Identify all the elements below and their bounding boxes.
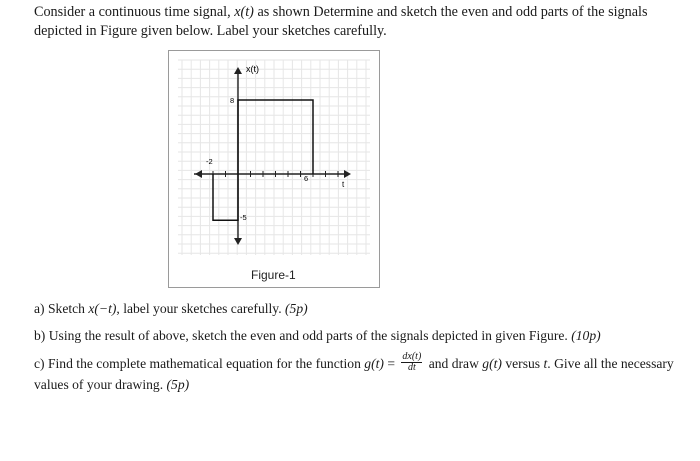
part-c-versus: versus [501,356,544,371]
x-tick-label-neg2: -2 [206,157,213,166]
part-c-t-symbol: t [543,356,548,371]
intro-text-post: as shown Determine and sketch the even and odd parts of the signals depicted in Figure given below. Label your sketches carefully. [34,4,648,39]
y-tick-label-neg5: -5 [240,213,247,222]
part-c-text-pre: c) Find the complete mathematical equation for the function [34,356,365,371]
y-tick-label-8: 8 [230,96,235,105]
part-c-g-symbol-2: g(t) [482,356,502,371]
question-part-b [34,326,674,345]
part-c-text-post: . Give all the necessary values of your drawing. [34,356,674,393]
part-b-text: b) Using the result of above, sketch the even and odd parts of the signals depicted in given Figure. [34,328,572,343]
x-axis-label: t [342,180,345,189]
part-a-marks: (5p) [285,301,308,316]
part-c-text-mid: and draw [425,356,483,371]
derivative-fraction [401,352,422,373]
intro-text-pre: Consider a continuous time signal, [34,4,235,20]
part-c-equals: = [383,356,399,371]
part-c-marks: (5p) [166,377,190,393]
part-b-marks: (10p) [571,328,601,343]
question-part-c [34,351,674,394]
question-part-a [34,299,674,318]
part-c-g-symbol: g(t) [364,356,384,371]
fraction-numerator: dx(t) [402,351,422,363]
figure-caption: Figure-1 [251,268,296,282]
fraction-denominator: dt [407,362,416,374]
figure-1 [168,50,380,288]
question-intro [34,3,674,41]
part-a-text-pre: a) Sketch [34,301,89,316]
part-a-math: x(−t) [88,301,117,316]
y-axis-label: x(t) [246,64,259,74]
part-a-text-post: , label your sketches carefully. [116,301,286,316]
intro-signal-symbol: x(t) [234,4,254,20]
x-tick-label-6: 6 [304,174,309,183]
